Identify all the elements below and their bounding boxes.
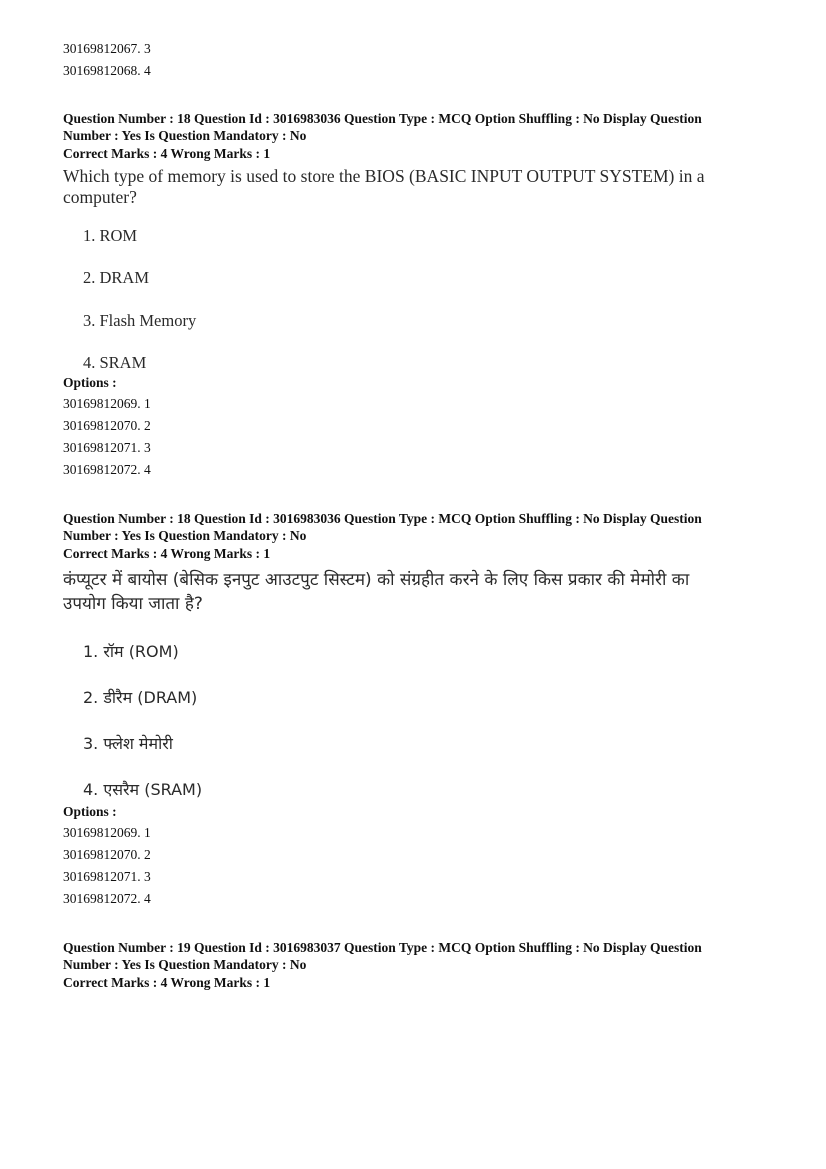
marks-line: Correct Marks : 4 Wrong Marks : 1	[63, 546, 271, 561]
question-header-cont: Number : Yes Is Question Mandatory : No	[63, 128, 307, 143]
question-18-hindi	[63, 510, 783, 564]
option-id-line: 30169812069. 1	[63, 825, 151, 840]
option-id-line: 30169812070. 2	[63, 847, 151, 862]
choice-4	[63, 353, 783, 373]
question-header: Question Number : 19 Question Id : 3016983037 Question Type : MCQ Option Shuffling : No Display Question	[63, 940, 702, 955]
previous-question-options	[63, 38, 783, 82]
question-header-cont: Number : Yes Is Question Mandatory : No	[63, 528, 307, 543]
options-section	[63, 802, 783, 910]
choice-text: 4. SRAM	[83, 353, 147, 372]
question-text: Which type of memory is used to store the BIOS (BASIC INPUT OUTPUT SYSTEM) in a	[63, 166, 705, 186]
option-id-line: 30169812070. 2	[63, 418, 151, 433]
choice-4	[63, 778, 783, 800]
question-19	[63, 939, 783, 993]
option-id-line: 30169812072. 4	[63, 462, 151, 477]
choice-1	[63, 226, 783, 246]
option-id-line: 30169812067. 3	[63, 41, 151, 56]
choice-text: 1. ROM	[83, 226, 138, 245]
option-id-line: 30169812071. 3	[63, 440, 151, 455]
choice-text: 2. डीरैम (DRAM)	[83, 688, 198, 707]
question-text-cont: उपयोग किया जाता है?	[63, 594, 203, 614]
options-label: Options :	[63, 375, 117, 390]
question-header: Question Number : 18 Question Id : 3016983036 Question Type : MCQ Option Shuffling : No Display Question	[63, 111, 702, 126]
choice-2	[63, 268, 783, 288]
question-text-cont: computer?	[63, 187, 137, 207]
options-label: Options :	[63, 804, 117, 819]
question-18-hindi-text	[63, 568, 783, 616]
choice-2	[63, 686, 783, 708]
choice-text: 3. फ्लेश मेमोरी	[83, 734, 173, 753]
option-id-line: 30169812072. 4	[63, 891, 151, 906]
question-text: कंप्यूटर में बायोस (बेसिक इनपुट आउटपुट सिस्टम) को संग्रहीत करने के लिए किस प्रकार की मेमोरी का	[63, 570, 690, 590]
option-id-line: 30169812071. 3	[63, 869, 151, 884]
question-header: Question Number : 18 Question Id : 3016983036 Question Type : MCQ Option Shuffling : No Display Question	[63, 511, 702, 526]
choice-text: 3. Flash Memory	[83, 311, 197, 330]
choice-text: 4. एसरैम (SRAM)	[83, 780, 203, 799]
options-section	[63, 373, 783, 481]
marks-line: Correct Marks : 4 Wrong Marks : 1	[63, 146, 271, 161]
marks-line: Correct Marks : 4 Wrong Marks : 1	[63, 975, 271, 990]
question-18-text	[63, 166, 783, 208]
choice-1	[63, 640, 783, 662]
choice-text: 1. रॉम (ROM)	[83, 642, 179, 661]
question-header-cont: Number : Yes Is Question Mandatory : No	[63, 957, 307, 972]
question-18-english	[63, 110, 783, 164]
option-id-line: 30169812068. 4	[63, 63, 151, 78]
choice-3	[63, 732, 783, 754]
choice-text: 2. DRAM	[83, 268, 150, 287]
choice-3	[63, 311, 783, 331]
option-id-line: 30169812069. 1	[63, 396, 151, 411]
